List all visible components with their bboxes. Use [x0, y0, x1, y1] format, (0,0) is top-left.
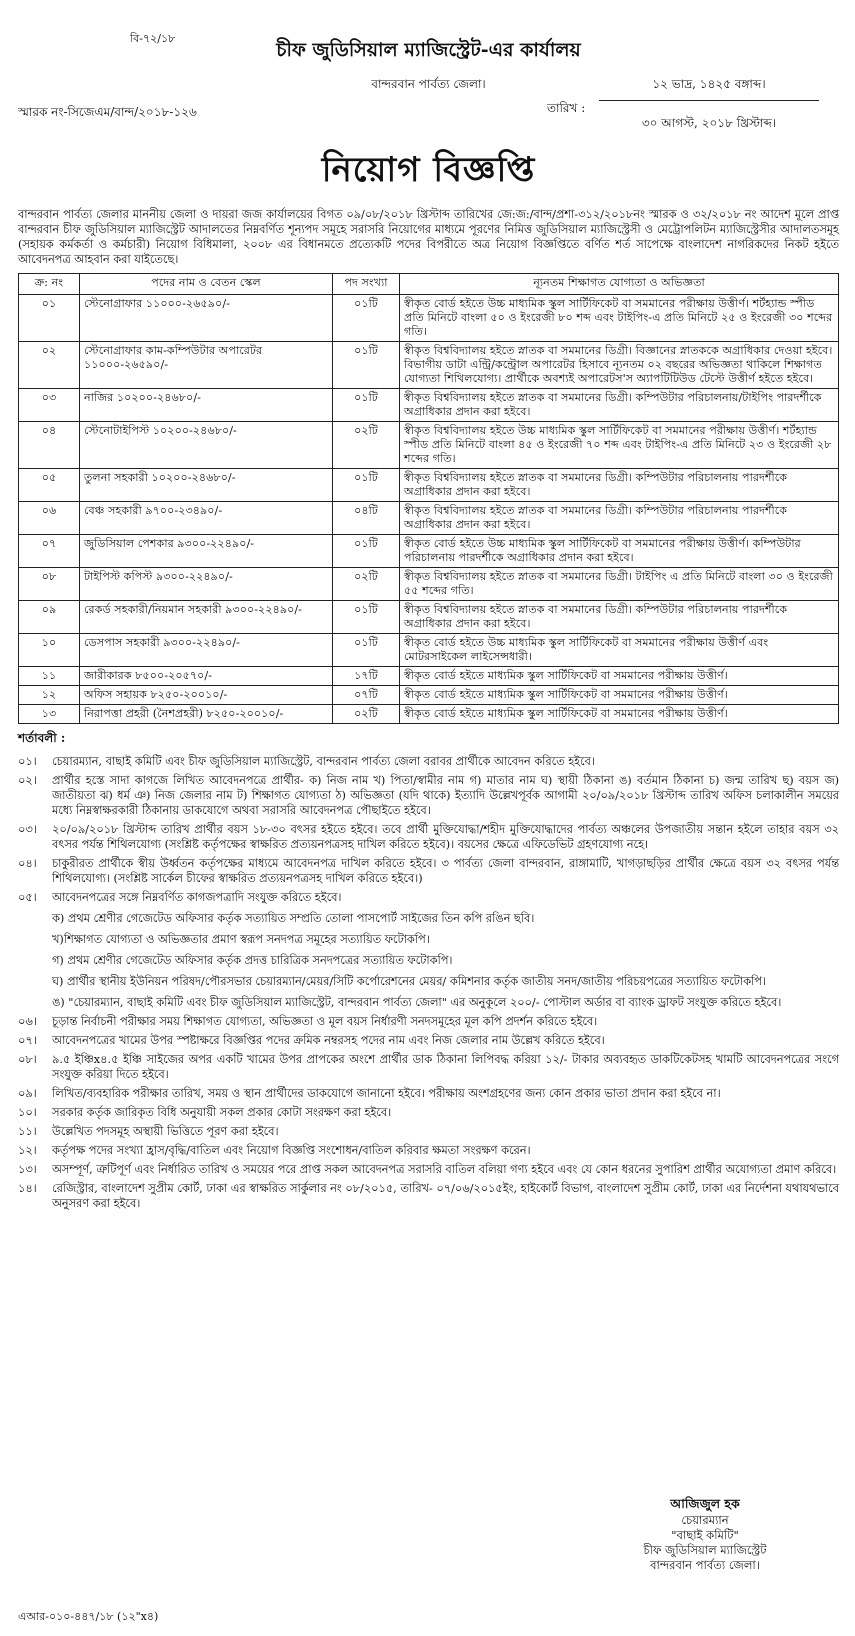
condition-number: ০৩। [18, 823, 37, 836]
count-cell: ০১টি [333, 469, 400, 502]
qualification-cell: স্বীকৃত বোর্ড হইতে মাধ্যমিক স্কুল সার্টিফিকেট বা সমমানের পরীক্ষায় উত্তীর্ণ। [400, 686, 839, 705]
table-row [19, 535, 839, 568]
intro-paragraph: বান্দরবান পার্বত্য জেলার মাননীয় জেলা ও দায়রা জজ কার্যালয়ের বিগত ০৯/০৮/২০১৮ খ্রিস্টাব্দ তারিখের জে:জ:/বান্দ/প্রশা-৩১২/২০১৮নং স্মারক ও ৩২/২০১৮ নং আদেশ মূলে প্রাপ্ত বান্দরবান চীফ জুডিসিয়াল ম্যাজিস্ট্রেট আদালতের নিম্নবর্ণিত শূন্যপদ সমূহে সরাসরি নিয়োগের মাধ্যমে পূরণের নিমিত্ত জুডিসিয়াল ম্যাজিস্ট্রেসী ও মেট্রোপলিটন ম্যাজিস্ট্রেসীর আদালতসমূহ (সহায়ক কর্মকর্তা ও কর্মচারী) নিয়োগ বিধিমালা, ২০০৮ এর বিধানমতে প্রত্যেকটি পদের বিপরীতে অত্র নিয়োগ বিজ্ঞপ্তিতে বর্ণিত শর্ত সাপেক্ষে বাংলাদেশ নাগরিকদের নিকট হইতে আবেদনপত্র আহবান করা যাইতেছে। [18, 208, 839, 266]
qualification-cell: স্বীকৃত বিশ্ববিদ্যালয় হইতে স্নাতক বা সমমানের ডিগ্রী। কম্পিউটার পরিচালনায় পারদর্শীকে অগ্রাধিকার প্রদান করা হইবে। [400, 469, 839, 502]
condition-text: অসম্পূর্ণ, ত্রুটিপূর্ণ এবং নির্ধারিত তারিখ ও সময়ের পরে প্রাপ্ত সকল আবেদনপত্র সরাসরি বাতিল বলিয়া গণ্য হইবে এবং যে কোন ধরনের সুপারিশ প্রার্থীর অযোগ্যতা প্রমাণ করিবে। [52, 1163, 837, 1176]
condition-number: ০১। [18, 755, 37, 768]
condition-text: ৯.৫ ইঞ্চিx৪.৫ ইঞ্চি সাইজের অপর একটি খামের উপর প্রাপকের অংশে প্রার্থীর ডাক ঠিকানা লিপিবদ্ধ করিয়া ১২/- টাকার অব্যবহৃত ডাকটিকেটসহ খামটি আবেদনপত্রের সংগে সংযুক্ত করিয়া দিতে হইবে। [52, 1053, 839, 1081]
qualification-cell: স্বীকৃত বোর্ড হইতে উচ্চ মাধ্যমিক স্কুল সার্টিফিকেট বা সমমানের পরীক্ষায় উত্তীর্ণ। শর্টহ্যান্ড স্পীড প্রতি মিনিটে বাংলা ৫০ ও ইংরেজী ৮০ শব্দ এবং টাইপিং-এ প্রতি মিনিটে ২৫ ও ইংরেজী ৩০ শব্দের গতি। [400, 295, 839, 342]
condition-item [18, 1086, 839, 1101]
count-cell: ০১টি [333, 389, 400, 422]
condition-text: রেজিস্ট্রার, বাংলাদেশ সুপ্রীম কোর্ট, ঢাকা এর স্বাক্ষরিত সার্কুলার নং ০৮/২০১৫, তারিখ- ০৭/০৬/২০১৫ইং, হাইকোর্ট বিভাগ, বাংলাদেশ সুপ্রীম কোর্ট, ঢাকা এর নির্দেশনা যথাযথভাবে অনুসরণ করা হইবে। [52, 1182, 839, 1210]
qualification-cell: স্বীকৃত বিশ্ববিদ্যালয় হইতে স্নাতক বা সমমানের ডিগ্রী। কম্পিউটার পরিচালনায় পারদর্শীকে অগ্রাধিকার প্রদান করা হইবে। [400, 601, 839, 634]
header-count: পদ সংখ্যা [333, 274, 400, 295]
count-cell: ০২টি [333, 422, 400, 469]
office-name: চীফ জুডিসিয়াল ম্যাজিস্ট্রেট-এর কার্যালয় [276, 39, 581, 61]
serial-cell: ১০ [19, 634, 80, 667]
count-cell: ০৭টি [333, 686, 400, 705]
table-row [19, 342, 839, 389]
date-english: ৩০ আগস্ট, ২০১৮ খ্রিস্টাব্দ। [641, 116, 777, 130]
condition-text: চেয়ারম্যান, বাছাই কমিটি এবং চীফ জুডিসিয়াল ম্যাজিস্ট্রেট, বান্দরবান পার্বত্য জেলা বরাবর প্রার্থীকে আবেদন করিতে হইবে। [52, 755, 595, 768]
table-header-row [19, 274, 839, 295]
serial-cell: ১১ [19, 667, 80, 686]
vacancy-table [18, 273, 839, 724]
condition-item [18, 1124, 839, 1139]
qualification-cell: স্বীকৃত বিশ্ববিদ্যালয় হইতে উচ্চ মাধ্যমিক স্কুল সার্টিফিকেট বা সমমানের পরীক্ষায় উত্তীর্ণ। শর্টহ্যান্ড স্পীড প্রতি মিনিটে বাংলা ৪৫ ও ইংরেজী ৭০ শব্দ এবং টাইপিং-এ প্রতি মিনিটে ২৩ ও ইংরেজী ২৮ শব্দের গতি। [400, 422, 839, 469]
post-cell: রেকর্ড সহকারী/নিয়মান সহকারী ৯৩০০-২২৪৯০/- [80, 601, 333, 634]
count-cell: ০২টি [333, 568, 400, 601]
table-row [19, 601, 839, 634]
serial-cell: ১২ [19, 686, 80, 705]
table-row [19, 667, 839, 686]
table-row [19, 705, 839, 724]
signatory-name: আজিজুল হক [670, 1496, 740, 1511]
condition-text: আবেদনপত্রের সঙ্গে নিম্নবর্ণিত কাগজপত্রাদি সংযুক্ত করিতে হইবে। [52, 891, 342, 904]
qualification-cell: স্বীকৃত বিশ্ববিদ্যালয় হইতে স্নাতক বা সমমানের ডিগ্রী। বিজ্ঞানের স্নাতককে অগ্রাধিকার দেওয়া হইবে। বিভাগীয় ডাটা এন্ট্রি/কন্ট্রোল অপারেটর হিসাবে ন্যূনতম ০২ বছরের অভিজ্ঞতা থাকিলে শিক্ষাগত যোগ্যতা শিথিলযোগ্য। প্রার্থীকে অবশ্যই অপারেটস'স অ্যাপটিটিউড টেস্টে উত্তীর্ণ হইতে হইবে। [400, 342, 839, 389]
conditions-list [18, 754, 839, 1211]
signatory-district: বান্দরবান পার্বত্য জেলা। [650, 1558, 760, 1572]
signatory-title: চেয়ারম্যান [681, 1513, 729, 1527]
condition-text: সরকার কর্তৃক জারিকৃত বিধি অনুযায়ী সকল প্রকার কোটা সংরক্ষণ করা হইবে। [52, 1106, 392, 1119]
serial-cell: ০৯ [19, 601, 80, 634]
condition-number: ০২। [18, 774, 37, 787]
post-cell: টাইপিস্ট কপিস্ট ৯৩০০-২২৪৯০/- [80, 568, 333, 601]
attachment-item: ক) প্রথম শ্রেণীর গেজেটেড অফিসার কর্তৃক সত্যায়িত সম্প্রতি তোলা পাসপোর্ট সাইজের তিন কপি রঙিন ছবি। [52, 912, 535, 925]
condition-text: আবেদনপত্রের খামের উপর স্পষ্টাক্ষরে বিজ্ঞপ্তির পদের ক্রমিক নম্বরসহ পদের নাম এবং নিজ জেলার নাম উল্লেখ করিতে হইবে। [52, 1034, 605, 1047]
condition-item [18, 890, 839, 905]
post-cell: নাজির ১০২০০-২৪৬৮০/- [80, 389, 333, 422]
condition-number: ০৯। [18, 1087, 37, 1100]
serial-cell: ১৩ [19, 705, 80, 724]
condition-text: লিখিত/ব্যবহারিক পরীক্ষার তারিখ, সময় ও স্থান প্রার্থীদের ডাকযোগে জানানো হইবে। পরীক্ষায় অংশগ্রহণের জন্য কোন প্রকার ভাতা প্রদান করা হইবে না। [52, 1087, 721, 1100]
qualification-cell: স্বীকৃত বোর্ড হইতে মাধ্যমিক স্কুল সার্টিফিকেট বা সমমানের পরীক্ষায় উত্তীর্ণ। [400, 667, 839, 686]
qualification-cell: স্বীকৃত বিশ্ববিদ্যালয় হইতে স্নাতক বা সমমানের ডিগ্রী। কম্পিউটার পরিচালনায়/টাইপিং পারদর্শীকে অগ্রাধিকার প্রদান করা হইবে। [400, 389, 839, 422]
serial-cell: ০৮ [19, 568, 80, 601]
post-cell: ডেসপাস সহকারী ৯৩০০-২২৪৯০/- [80, 634, 333, 667]
qualification-cell: স্বীকৃত বোর্ড হইতে মাধ্যমিক স্কুল সার্টিফিকেট বা সমমানের পরীক্ষায় উত্তীর্ণ। [400, 705, 839, 724]
serial-cell: ০৭ [19, 535, 80, 568]
table-row [19, 469, 839, 502]
qualification-cell: স্বীকৃত বিশ্ববিদ্যালয় হইতে স্নাতক বা সমমানের ডিগ্রী। টাইপিং এ প্রতি মিনিটে বাংলা ৩০ ও ইংরেজী ৫৫ শব্দের গতি। [400, 568, 839, 601]
condition-item [18, 773, 839, 818]
post-cell: স্টেনোটাইপিস্ট ১০২০০-২৪৬৮০/- [80, 422, 333, 469]
condition-text: ২০/০৯/২০১৮ খ্রিস্টাব্দ তারিখ প্রার্থীর বয়স ১৮-৩০ বৎসর হইতে হইবে। তবে প্রার্থী মুক্তিযোদ্ধা/শহীদ মুক্তিযোদ্ধাদের পার্বত্য অঞ্চলের উপজাতীয় সন্তান হইলে তাহার বয়স ৩২ বৎসর পর্যন্ত শিথিলযোগ্য (সংশ্লিষ্ট কর্তৃপক্ষের স্বাক্ষরিত প্রত্যয়নপত্রসহ দাখিল করিতে হইবে)। বয়সের ক্ষেত্রে এফিডেভিট গ্রহণযোগ্য নহে। [52, 823, 839, 851]
qualification-cell: স্বীকৃত বোর্ড হইতে উচ্চ মাধ্যমিক স্কুল সার্টিফিকেট বা সমমানের পরীক্ষায় উত্তীর্ণ এবং মোটরসাইকেল লাইসেন্সধারী। [400, 634, 839, 667]
attachment-item: ঘ) প্রার্থীর স্থানীয় ইউনিয়ন পরিষদ/পৌরসভার চেয়ারম্যান/মেয়র/সিটি কর্পোরেশনের মেয়র/ কমিশনার কর্তৃক জাতীয় সনদ/জাতীয় পরিচয়পত্রের সত্যায়িত ফটোকপি। [52, 975, 766, 988]
post-cell: নিরাপত্তা প্রহরী (নৈশপ্রহরী) ৮২৫০-২০০১০/- [80, 705, 333, 724]
post-cell: জুডিসিয়াল পেশকার ৯৩০০-২২৪৯০/- [80, 535, 333, 568]
condition-item [18, 1014, 839, 1029]
condition-item [18, 1181, 839, 1211]
condition-item [18, 856, 839, 886]
condition-number: ১৩। [18, 1163, 37, 1176]
condition-item [18, 822, 839, 852]
signatory-office: চীফ জুডিসিয়াল ম্যাজিস্ট্রেট [643, 1543, 767, 1557]
date-label: তারিখ : [547, 101, 586, 115]
serial-cell: ০৫ [19, 469, 80, 502]
vacancy-table-body [19, 295, 839, 724]
serial-cell: ০২ [19, 342, 80, 389]
table-row [19, 568, 839, 601]
attachment-item: গ) প্রথম শ্রেণীর গেজেটেড অফিসার কর্তৃক প্রদত্ত চারিত্রিক সনদপত্রের সত্যায়িত ফটোকপি। [52, 954, 453, 967]
post-cell: তুলনা সহকারী ১০২০০-২৪৬৮০/- [80, 469, 333, 502]
condition-text: চূড়ান্ত নির্বাচনী পরীক্ষার সময় শিক্ষাগত যোগ্যতা, অভিজ্ঞতা ও মূল বয়স নির্ধারণী সনদসমূহের মূল কপি প্রদর্শন করিতে হইবে। [52, 1015, 598, 1028]
condition-item [18, 1162, 839, 1177]
notice-page [0, 32, 855, 1636]
date-bangla: ১২ ভাদ্র, ১৪২৫ বঙ্গাব্দ। [599, 76, 819, 101]
post-cell: অফিস সহায়ক ৮২৫০-২০০১০/- [80, 686, 333, 705]
count-cell: ১৭টি [333, 667, 400, 686]
count-cell: ০১টি [333, 535, 400, 568]
memo-number: স্মারক নং-সিজেএম/বান্দ/২০১৮-১২৬ [18, 105, 197, 119]
condition-number: ১৪। [18, 1182, 37, 1195]
condition-item [18, 1143, 839, 1158]
condition-text: কর্তৃপক্ষ পদের সংখ্যা হ্রাস/বৃদ্ধি/বাতিল এবং নিয়োগ বিজ্ঞপ্তি সংশোধন/বাতিল করিবার ক্ষমতা সংরক্ষণ করেন। [52, 1144, 531, 1157]
condition-text: উল্লেখিত পদসমূহ অস্থায়ী ভিত্তিতে পূরণ করা হইবে। [52, 1125, 279, 1138]
condition-text: চাকুরীরত প্রার্থীকে স্বীয় উর্ধ্বতন কর্তৃপক্ষের মাধ্যমে আবেদনপত্র দাখিল করিতে হইবে। ৩ পার্বত্য জেলা বান্দরবান, রাঙ্গামাটি, খাগড়াছড়ির প্রার্থীর ক্ষেত্রে বয়স ৩২ বৎসর পর্যন্ত শিথিলযোগ্য। (সংশ্লিষ্ট সার্কেল চীফের স্বাক্ষরিত প্রত্যয়নপত্রসহ দাখিল করিতে হইবে।) [52, 857, 839, 885]
table-row [19, 295, 839, 342]
post-cell: জারীকারক ৮৫০০-২০৫৭০/- [80, 667, 333, 686]
attachment-item: খ)শিক্ষাগত যোগ্যতা ও অভিজ্ঞতার প্রমাণ স্বরূপ সনদপত্র সমূহের সত্যায়িত ফটোকপি। [52, 933, 430, 946]
count-cell: ০১টি [333, 342, 400, 389]
header-post: পদের নাম ও বেতন স্কেল [80, 274, 333, 295]
condition-number: ০৬। [18, 1015, 37, 1028]
condition-item [18, 1033, 839, 1048]
serial-cell: ০৩ [19, 389, 80, 422]
conditions-title: শর্তাবলী : [18, 731, 66, 745]
qualification-cell: স্বীকৃত বিশ্ববিদ্যালয় হইতে স্নাতক বা সমমানের ডিগ্রী। কম্পিউটার পরিচালনায় পারদর্শীকে অগ্রাধিকার প্রদান করা হইবে। [400, 502, 839, 535]
post-cell: স্টেনোগ্রাফার ১১০০০-২৬৫৯০/- [80, 295, 333, 342]
condition-item [18, 1052, 839, 1082]
post-cell: স্টেনোগ্রাফার কাম-কম্পিউটার অপারেটর ১১০০০-২৬৫৯০/- [80, 342, 333, 389]
condition-number: ১২। [18, 1144, 37, 1157]
count-cell: ০১টি [333, 634, 400, 667]
serial-cell: ০১ [19, 295, 80, 342]
table-row [19, 634, 839, 667]
condition-number: ০৫। [18, 891, 37, 904]
attachment-item: ঙ) "চেয়ারম্যান, বাছাই কমিটি এবং চীফ জুডিসিয়াল ম্যাজিস্ট্রেট, বান্দরবান পার্বত্য জেলা" এর অনুকূলে ২০০/- পোস্টাল অর্ডার বা ব্যাংক ড্রাফট সংযুক্ত করিতে হইবে। [52, 996, 782, 1009]
top-reference: বি-৭২/১৮ [130, 32, 176, 45]
count-cell: ০২টি [333, 705, 400, 724]
condition-text: প্রার্থীর হস্তে সাদা কাগজে লিখিত আবেদনপত্রে প্রার্থীর- ক) নিজ নাম খ) পিতা/স্বামীর নাম গ) মাতার নাম ঘ) স্থায়ী ঠিকানা ঙ) বর্তমান ঠিকানা চ) জন্ম তারিখ ছ) বয়স জ) জাতীয়তা ঝ) ধর্ম ঞ) নিজ জেলার নাম ট) শিক্ষাগত যোগ্যতা ঠ) অভিজ্ঞতা (যদি থাকে) ইত্যাদি উল্লেখপূর্বক আগামী ২০/০৯/২০১৮ খ্রিস্টাব্দ তারিখ অফিস চলাকালীন সময়ের মধ্যে নিম্নস্বাক্ষরকারী ঠিকানায় ডাকযোগে অথবা সরাসরি আবেদনপত্র পৌছাইতে হইবে। [52, 774, 839, 817]
table-row [19, 502, 839, 535]
district-name: বান্দরবান পার্বত্য জেলা। [371, 77, 486, 91]
table-row [19, 686, 839, 705]
condition-number: ১১। [18, 1125, 37, 1138]
condition-number: ১০। [18, 1106, 37, 1119]
signature-block [615, 1496, 795, 1573]
header-serial: ক্র: নং [19, 274, 80, 295]
count-cell: ০১টি [333, 295, 400, 342]
condition-number: ০৮। [18, 1053, 37, 1066]
count-cell: ০৪টি [333, 502, 400, 535]
footer-reference: এআর-০১০-৪৪৭/১৮ (১২"x৪) [18, 1610, 159, 1623]
condition-number: ০৪। [18, 857, 37, 870]
condition-number: ০৭। [18, 1034, 37, 1047]
count-cell: ০১টি [333, 601, 400, 634]
header-qualification: ন্যূনতম শিক্ষাগত যোগ্যতা ও অভিজ্ঞতা [400, 274, 839, 295]
date-block [547, 76, 819, 135]
table-row [19, 389, 839, 422]
qualification-cell: স্বীকৃত বোর্ড হইতে উচ্চ মাধ্যমিক স্কুল সার্টিফিকেট বা সমমানের পরীক্ষায় উত্তীর্ণ। কম্পিউটার পরিচালনায় পারদর্শীকে অগ্রাধিকার প্রদান করা হইবে। [400, 535, 839, 568]
serial-cell: ০৬ [19, 502, 80, 535]
post-cell: বেঞ্চ সহকারী ৯৭০০-২৩৪৯০/- [80, 502, 333, 535]
notice-title: নিয়োগ বিজ্ঞপ্তি [321, 150, 536, 190]
signatory-committee: "বাছাই কমিটি" [671, 1528, 739, 1542]
table-row [19, 422, 839, 469]
serial-cell: ০৪ [19, 422, 80, 469]
condition-item [18, 754, 839, 769]
condition-item [18, 1105, 839, 1120]
